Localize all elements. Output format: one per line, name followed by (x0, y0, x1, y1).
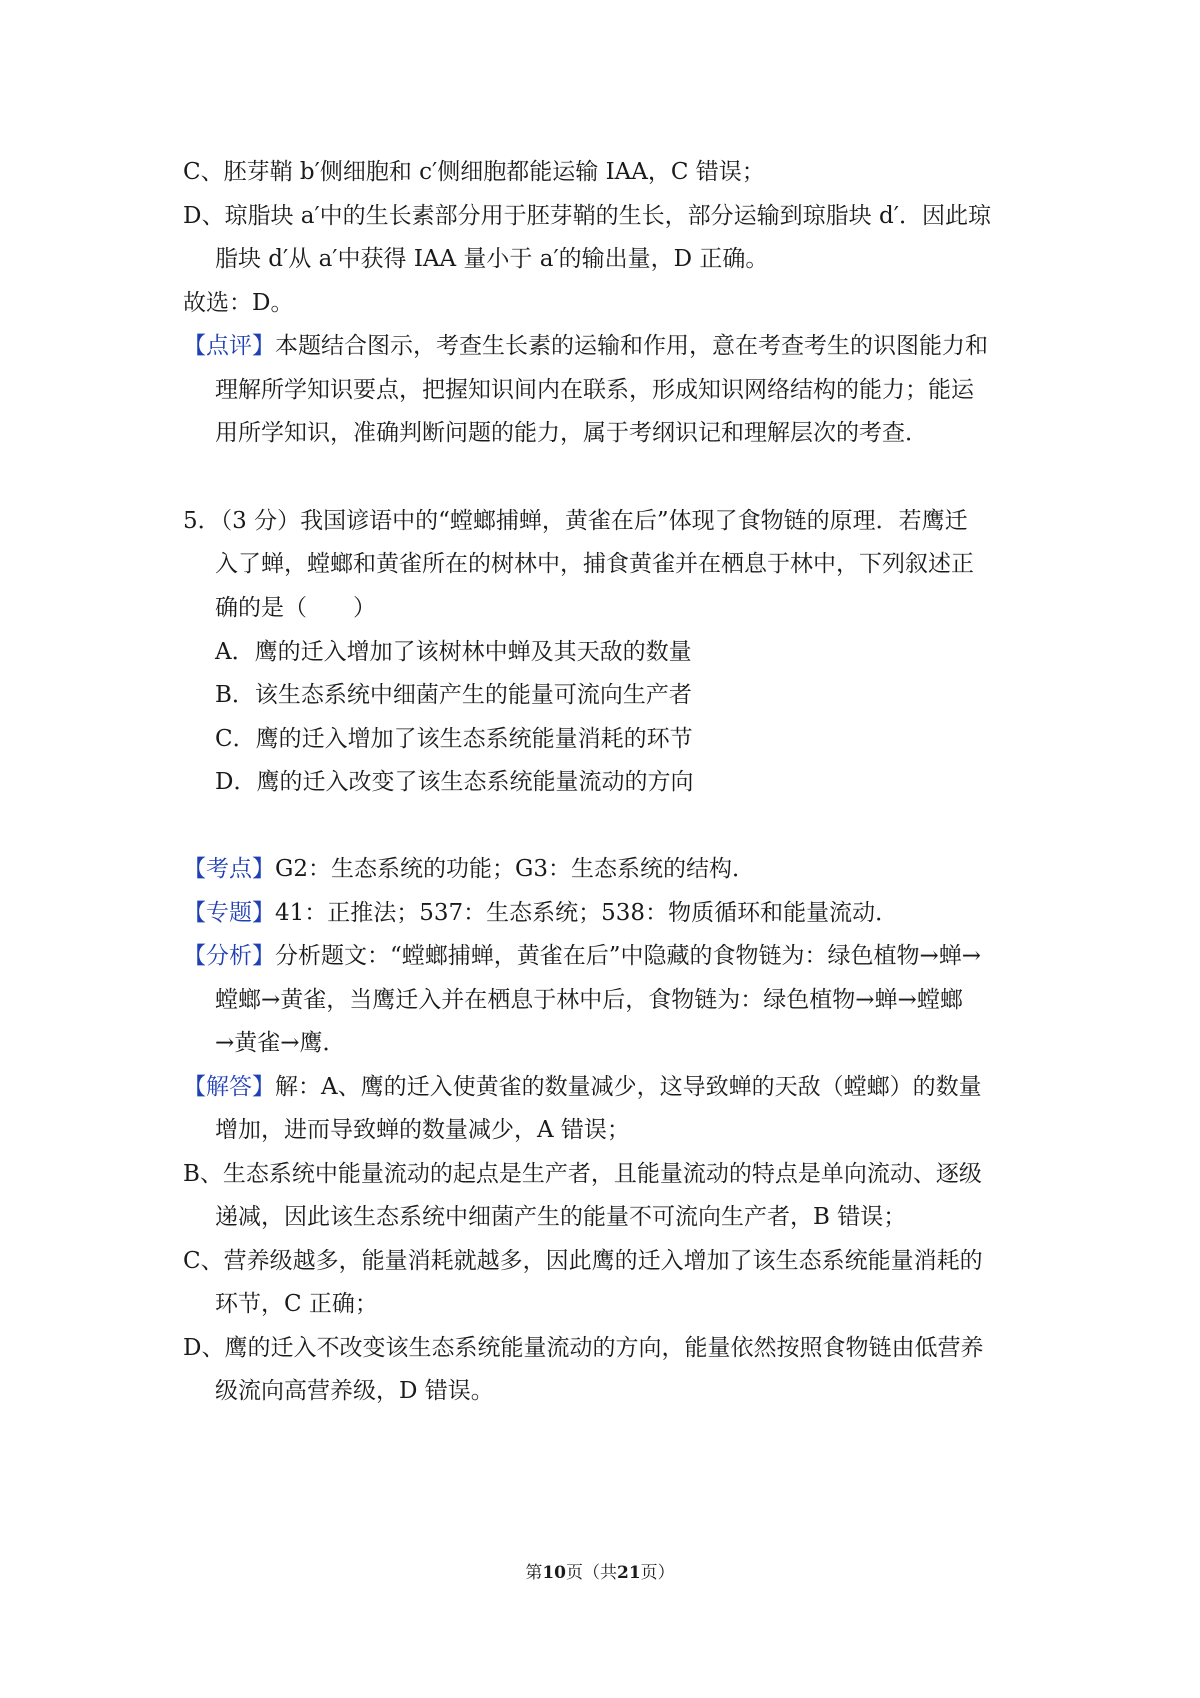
fenxi-line3: →黄雀→鹰． (215, 1030, 346, 1056)
footer-mid: 页（共 (566, 1563, 617, 1583)
page-footer (0, 1558, 1200, 1583)
prev-comment-line1 (183, 330, 988, 362)
jieda-line1 (183, 1071, 982, 1103)
kaodian-line (183, 853, 755, 885)
jieda-b-line2: 递减，因此该生态系统中细菌产生的能量不可流向生产者，B 错误； (215, 1204, 907, 1230)
option-d: D．鹰的迁入改变了该生态系统能量流动的方向 (215, 769, 694, 795)
option-c: C．鹰的迁入增加了该生态系统能量消耗的环节 (215, 726, 693, 752)
jieda-c-line1: C、营养级越多，能量消耗就越多，因此鹰的迁入增加了该生态系统能量消耗的 (183, 1248, 983, 1274)
kaodian-text: G2：生态系统的功能；G3：生态系统的结构． (275, 856, 756, 882)
footer-post: 页） (640, 1563, 675, 1583)
kaodian-tag: 【考点】 (183, 856, 275, 882)
jieda-a-line2: 增加，进而导致蝉的数量减少，A 错误； (215, 1117, 630, 1143)
fenxi-line1 (183, 940, 981, 972)
question-line3: 确的是（ ） (215, 595, 376, 621)
jieda-d-line1: D、鹰的迁入不改变该生态系统能量流动的方向，能量依然按照食物链由低营养 (183, 1335, 984, 1361)
prev-answer-c: C、胚芽鞘 b′侧细胞和 c′侧细胞都能运输 IAA，C 错误； (183, 159, 765, 185)
zhuanti-line (183, 897, 898, 929)
footer-total-pages: 21 (617, 1563, 641, 1583)
zhuanti-text: 41：正推法；537：生态系统；538：物质循环和能量流动． (275, 900, 899, 926)
fenxi-line2: 螳螂→黄雀，当鹰迁入并在栖息于林中后，食物链为：绿色植物→蝉→螳螂 (215, 987, 963, 1013)
zhuanti-tag: 【专题】 (183, 900, 275, 926)
prev-comment-line3: 用所学知识，准确判断问题的能力，属于考纲识记和理解层次的考查． (215, 420, 928, 446)
jieda-d-line2: 级流向高营养级，D 错误。 (215, 1378, 494, 1404)
comment-text-1: 本题结合图示，考查生长素的运输和作用，意在考查考生的识图能力和 (275, 333, 988, 359)
prev-comment-line2: 理解所学知识要点，把握知识间内在联系，形成知识网络结构的能力；能运 (215, 377, 974, 403)
jieda-b-line1: B、生态系统中能量流动的起点是生产者，且能量流动的特点是单向流动、逐级 (183, 1161, 982, 1187)
jieda-tag: 【解答】 (183, 1074, 275, 1100)
comment-tag: 【点评】 (183, 333, 275, 359)
question-line2: 入了蝉，螳螂和黄雀所在的树林中，捕食黄雀并在栖息于林中，下列叙述正 (215, 551, 974, 577)
prev-answer-d-line1: D、琼脂块 a′中的生长素部分用于胚芽鞘的生长，部分运输到琼脂块 d′．因此琼 (183, 203, 991, 229)
jieda-text-a1: 解：A、鹰的迁入使黄雀的数量减少，这导致蝉的天敌（螳螂）的数量 (275, 1074, 982, 1100)
option-b: B．该生态系统中细菌产生的能量可流向生产者 (215, 682, 692, 708)
fenxi-tag: 【分析】 (183, 943, 275, 969)
prev-answer-choice: 故选：D。 (183, 290, 294, 316)
question-line1: 5．（3 分）我国谚语中的“螳螂捕蝉，黄雀在后”体现了食物链的原理．若鹰迁 (183, 508, 968, 534)
fenxi-text-1: 分析题文：“螳螂捕蝉，黄雀在后”中隐藏的食物链为：绿色植物→蝉→ (275, 943, 982, 969)
prev-answer-d-line2: 脂块 d′从 a′中获得 IAA 量小于 a′的输出量，D 正确。 (215, 246, 769, 272)
footer-pre: 第 (525, 1563, 543, 1583)
option-a: A．鹰的迁入增加了该树林中蝉及其天敌的数量 (215, 639, 692, 665)
footer-page-number: 10 (542, 1563, 566, 1583)
jieda-c-line2: 环节，C 正确； (215, 1291, 378, 1317)
